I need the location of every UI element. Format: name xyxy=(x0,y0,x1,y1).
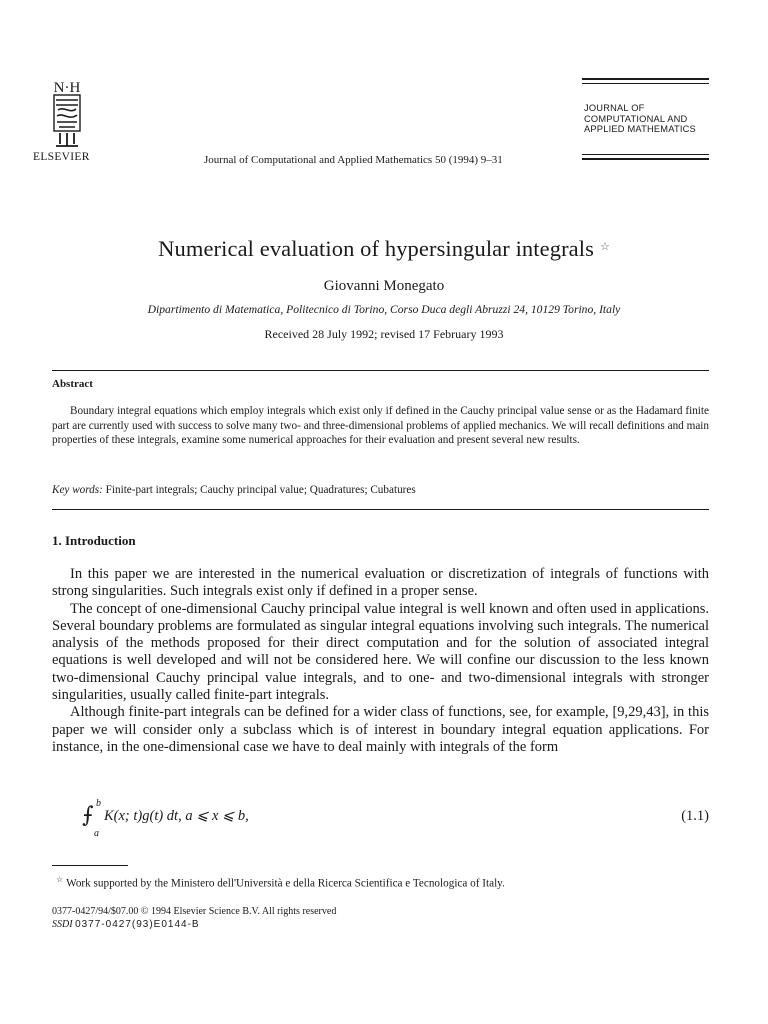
keywords-list: Finite-part integrals; Cauchy principal value; Quadratures; Cubatures xyxy=(105,484,416,496)
footnote-mark: ☆ xyxy=(56,875,64,884)
abstract-bottom-rule xyxy=(52,509,709,510)
copyright-block xyxy=(52,905,336,931)
journal-name xyxy=(584,103,724,135)
equation-number: (1.1) xyxy=(681,808,709,824)
elsevier-logo xyxy=(38,78,96,156)
journal-name-line: COMPUTATIONAL AND xyxy=(584,113,688,124)
body-paragraph: The concept of one-dimensional Cauchy principal value integral is well known and often used in applications. Several boundary problems are formulated as singular integral equations involving such integrals. The numerical analysis of the methods proposed for their direct computation and for the solution of associated integral equations is well developed and will not be considered here. We will confine our discussion to the less known two-dimensional Cauchy principal value integrals, and to one- and two-dimensional integrals with stronger singularities, usually called finite-part integrals. xyxy=(52,600,709,704)
section-heading: 1. Introduction xyxy=(52,533,136,548)
abstract-top-rule xyxy=(52,370,709,371)
keywords xyxy=(52,484,709,496)
keywords-label: Key words: xyxy=(52,484,103,496)
integrand: K(x; t)g(t) dt, a ⩽ x ⩽ b, xyxy=(104,808,249,824)
journal-citation: Journal of Computational and Applied Mathematics 50 (1994) 9–31 xyxy=(204,154,503,166)
integral-upper-limit: b xyxy=(96,798,101,809)
header-rule xyxy=(582,78,709,80)
header-rule xyxy=(582,158,709,160)
integral-lower-limit: a xyxy=(94,828,99,839)
body-paragraph: In this paper we are interested in the numerical evaluation or discretization of integrals of functions with strong singularities. Such integrals exist only if defined in a proper sense. xyxy=(52,566,709,600)
logo-monogram: N·H xyxy=(53,80,81,96)
abstract-heading: Abstract xyxy=(52,378,93,390)
ssdi-line xyxy=(52,918,336,931)
journal-name-line: JOURNAL OF xyxy=(584,103,645,113)
footnote-rule xyxy=(52,865,128,866)
title-footnote-mark: ☆ xyxy=(599,240,610,253)
footnote xyxy=(56,875,505,890)
header-rule xyxy=(582,83,709,84)
ssdi-label: SSDI xyxy=(52,919,73,930)
publisher-name: ELSEVIER xyxy=(33,151,90,163)
title-block xyxy=(0,236,768,262)
body-paragraph: Although finite-part integrals can be defined for a wider class of functions, see, for example, [9,29,43], in this paper we will consider only a subclass which is of interest in boundary integral equation applications. For instance, in the one-dimensional case we have to deal mainly with integrals of the form xyxy=(52,704,709,755)
finite-part-integral-sign: ⨍ xyxy=(82,802,94,827)
abstract-text: Boundary integral equations which employ integrals which exist only if defined in the Cauchy principal value sense or as the Hadamard finite part are currently used with success to solve many two- and three-dimensional problems of applied mechanics. We will recall definitions and main properties of these integrals, examine some numerical approaches for their evaluation and present several new results. xyxy=(52,405,709,446)
paper-title: Numerical evaluation of hypersingular integrals xyxy=(158,236,594,261)
journal-name-line: APPLIED MATHEMATICS xyxy=(584,124,696,134)
ssdi-code: 0377-0427(93)E0144-B xyxy=(75,919,200,930)
author-name: Giovanni Monegato xyxy=(323,278,445,294)
copyright-line: 0377-0427/94/$07.00 © 1994 Elsevier Science B.V. All rights reserved xyxy=(52,906,337,917)
header-rule xyxy=(582,154,709,155)
received-dates: Received 28 July 1992; revised 17 February 1993 xyxy=(264,327,504,341)
equation-1-1 xyxy=(52,798,709,852)
author-affiliation: Dipartimento di Matematica, Politecnico di Torino, Corso Duca degli Abruzzi 24, 10129 Torino, Italy xyxy=(147,303,621,316)
footnote-text: Work supported by the Ministero dell'Università e della Ricerca Scientifica e Tecnologica of Italy. xyxy=(66,877,505,890)
section-body xyxy=(52,566,709,756)
